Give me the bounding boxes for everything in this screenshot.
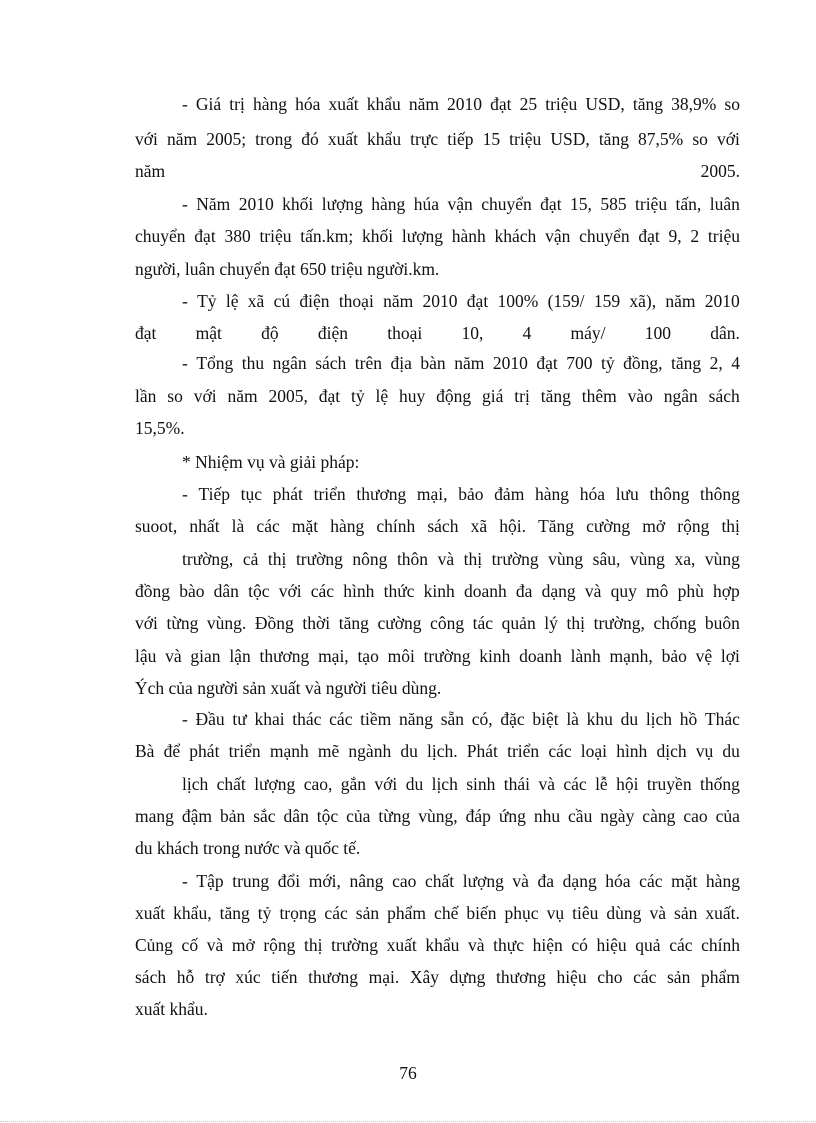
text-line: đồng bào dân tộc với các hình thức kinh doanh đa dạng và quy mô phù hợp [135, 581, 740, 601]
text-line: - Năm 2010 khối lượng hàng húa vận chuyển đạt 15, 585 triệu tấn, luân [182, 194, 740, 214]
text-line: Bà để phát triển mạnh mẽ ngành du lịch. Phát triển các loại hình dịch vụ du [135, 741, 740, 761]
text-line: xuất khẩu, tăng tỷ trọng các sản phẩm chế biến phục vụ tiêu dùng và sản xuất. [135, 903, 740, 923]
section-heading: * Nhiệm vụ và giải pháp: [182, 452, 360, 472]
text-line: người, luân chuyển đạt 650 triệu người.km. [135, 259, 440, 279]
text-line: Củng cố và mở rộng thị trường xuất khẩu và thực hiện có hiệu quả các chính [135, 935, 740, 955]
word: mật [195, 323, 222, 343]
text-line: lịch chất lượng cao, gắn với du lịch sinh thái và các lễ hội truyền thống [182, 774, 740, 794]
text-line: suoot, nhất là các mặt hàng chính sách xã hội. Tăng cường mở rộng thị [135, 516, 740, 536]
text-line: sách hỗ trợ xúc tiến thương mại. Xây dựng thương hiệu cho các sản phẩm [135, 967, 740, 987]
word: 4 [522, 323, 532, 343]
word: độ [261, 323, 279, 343]
text-line: năm [135, 161, 166, 181]
text-line: du khách trong nước và quốc tế. [135, 838, 361, 858]
text-line: với năm 2005; trong đó xuất khẩu trực tiếp 15 triệu USD, tăng 87,5% so với [135, 129, 740, 149]
page-number: 76 [399, 1063, 417, 1083]
text-line: 2005. [700, 161, 740, 181]
text-line: lậu và gian lận thương mại, tạo môi trường kinh doanh lành mạnh, bảo vệ lợi [135, 646, 740, 666]
text-line: trường, cả thị trường nông thôn và thị trường vùng sâu, vùng xa, vùng [182, 549, 740, 569]
text-line: xuất khẩu. [135, 999, 208, 1019]
text-line: mang đậm bản sắc dân tộc của từng vùng, đáp ứng nhu cầu ngày càng cao của [135, 806, 740, 826]
spread-text-line [135, 322, 740, 344]
text-line: chuyển đạt 380 triệu tấn.km; khối lượng hành khách vận chuyển đạt 9, 2 triệu [135, 226, 740, 246]
word: 100 [644, 323, 672, 343]
text-line: - Đầu tư khai thác các tiềm năng sẵn có, đặc biệt là khu du lịch hồ Thác [182, 709, 740, 729]
page-bottom-divider [0, 1121, 816, 1122]
text-line: lần so với năm 2005, đạt tỷ lệ huy động giá trị tăng thêm vào ngân sách [135, 386, 740, 406]
word: đạt [135, 323, 157, 343]
word: dân. [710, 323, 740, 343]
text-line: - Tỷ lệ xã cú điện thoại năm 2010 đạt 100% (159/ 159 xã), năm 2010 [182, 291, 740, 311]
text-line: - Giá trị hàng hóa xuất khẩu năm 2010 đạt 25 triệu USD, tăng 38,9% so [182, 94, 740, 114]
text-line: - Tiếp tục phát triển thương mại, bảo đảm hàng hóa lưu thông thông [182, 484, 740, 504]
text-line: Ých của người sản xuất và người tiêu dùng. [135, 678, 442, 698]
word: máy/ [570, 323, 606, 343]
text-line: 15,5%. [135, 418, 185, 438]
text-line: - Tổng thu ngân sách trên địa bàn năm 2010 đạt 700 tỷ đồng, tăng 2, 4 [182, 353, 740, 373]
text-line: với từng vùng. Đồng thời tăng cường công tác quản lý thị trường, chống buôn [135, 613, 740, 633]
word: thoại [387, 323, 423, 343]
word: 10, [461, 323, 484, 343]
word: điện [317, 323, 348, 343]
text-line: - Tập trung đổi mới, nâng cao chất lượng và đa dạng hóa các mặt hàng [182, 871, 740, 891]
